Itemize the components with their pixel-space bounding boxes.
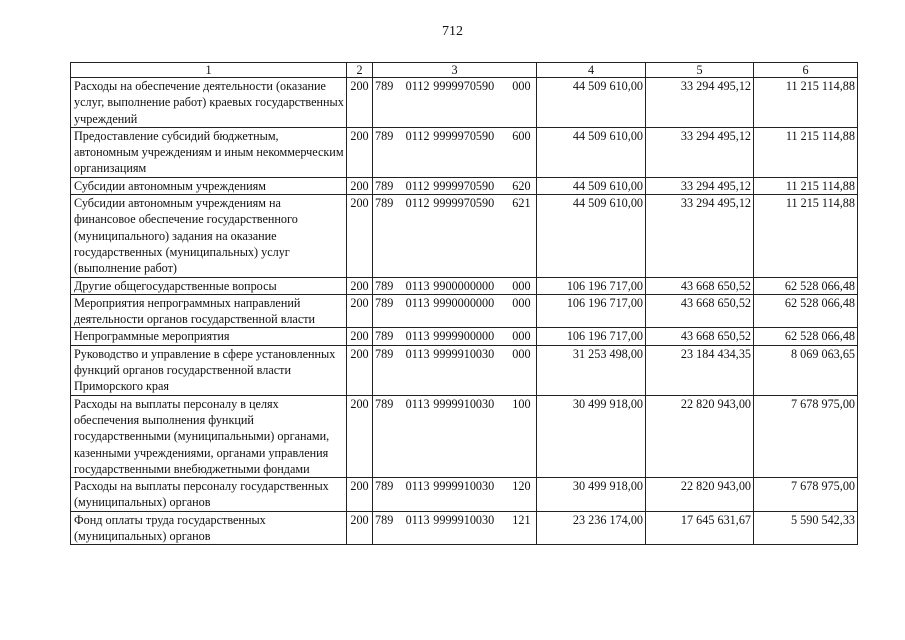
- department-code: 789: [375, 512, 394, 527]
- column-header: 2: [347, 63, 373, 78]
- amount-cell: 43 668 650,52: [646, 294, 754, 328]
- table-row: [71, 328, 858, 345]
- amount-cell: 33 294 495,12: [646, 195, 754, 277]
- amount-cell: 106 196 717,00: [537, 277, 646, 294]
- code-cell: 200: [347, 277, 373, 294]
- classification-code-cell: [373, 478, 537, 512]
- column-header: 1: [71, 63, 347, 78]
- target-article-code: 9999910030: [433, 512, 495, 527]
- amount-cell: 5 590 542,33: [754, 511, 858, 545]
- section-code: 0113: [405, 479, 430, 494]
- column-header: 6: [754, 63, 858, 78]
- classification-code-cell: [373, 78, 537, 128]
- code-cell: 200: [347, 345, 373, 395]
- amount-cell: 30 499 918,00: [537, 478, 646, 512]
- section-code: 0113: [405, 512, 430, 527]
- code-cell: 200: [347, 395, 373, 477]
- table-row: [71, 395, 858, 477]
- amount-cell: 23 184 434,35: [646, 345, 754, 395]
- target-article-code: 9999910030: [433, 479, 495, 494]
- amount-cell: 62 528 066,48: [754, 294, 858, 328]
- amount-cell: 43 668 650,52: [646, 277, 754, 294]
- amount-cell: 11 215 114,88: [754, 177, 858, 194]
- department-code: 789: [375, 178, 394, 193]
- target-article-code: 9999970590: [433, 128, 495, 143]
- target-article-code: 9990000000: [433, 295, 495, 310]
- code-cell: 200: [347, 78, 373, 128]
- section-code: 0112: [405, 196, 430, 211]
- code-cell: 200: [347, 294, 373, 328]
- page-number: 712: [442, 24, 463, 39]
- amount-cell: 30 499 918,00: [537, 395, 646, 477]
- code-cell: 200: [347, 127, 373, 177]
- amount-cell: 62 528 066,48: [754, 328, 858, 345]
- item-name-cell: Расходы на обеспечение деятельности (оказание услуг, выполнение работ) краевых государственных учреждений: [71, 78, 347, 128]
- classification-code-cell: [373, 277, 537, 294]
- table-row: [71, 478, 858, 512]
- classification-code-cell: [373, 395, 537, 477]
- department-code: 789: [375, 396, 394, 411]
- department-code: 789: [375, 346, 394, 361]
- amount-cell: 22 820 943,00: [646, 395, 754, 477]
- amount-cell: 11 215 114,88: [754, 78, 858, 128]
- item-name-cell: Субсидии автономным учреждениям на финансовое обеспечение государственного (муниципального) задания на оказание государственных (муниципальных) услуг (выполнение работ): [71, 195, 347, 277]
- item-name-cell: Предоставление субсидий бюджетным, автономным учреждениям и иным некоммерческим организациям: [71, 127, 347, 177]
- item-name-cell: Расходы на выплаты персоналу государственных (муниципальных) органов: [71, 478, 347, 512]
- target-article-code: 9999970590: [433, 196, 495, 211]
- department-code: 789: [375, 128, 394, 143]
- classification-code-cell: [373, 294, 537, 328]
- target-article-code: 9900000000: [433, 278, 495, 293]
- table-row: [71, 127, 858, 177]
- item-name-cell: Мероприятия непрограммных направлений деятельности органов государственной власти: [71, 294, 347, 328]
- target-article-code: 9999910030: [433, 396, 495, 411]
- item-name-cell: Фонд оплаты труда государственных (муниципальных) органов: [71, 511, 347, 545]
- item-name-cell: Другие общегосударственные вопросы: [71, 277, 347, 294]
- amount-cell: 7 678 975,00: [754, 395, 858, 477]
- target-article-code: 9999910030: [433, 346, 495, 361]
- column-header: 4: [537, 63, 646, 78]
- code-cell: 200: [347, 195, 373, 277]
- department-code: 789: [375, 329, 394, 344]
- budget-table: [70, 62, 858, 545]
- section-code: 0112: [405, 79, 430, 93]
- department-code: 789: [375, 278, 394, 293]
- expense-type-code: 120: [512, 479, 531, 494]
- code-cell: 200: [347, 478, 373, 512]
- table-row: [71, 511, 858, 545]
- code-cell: 200: [347, 328, 373, 345]
- expense-type-code: 000: [512, 346, 531, 361]
- amount-cell: 11 215 114,88: [754, 195, 858, 277]
- section-code: 0113: [405, 329, 430, 344]
- item-name-cell: Руководство и управление в сфере установленных функций органов государственной власти Приморского края: [71, 345, 347, 395]
- amount-cell: 43 668 650,52: [646, 328, 754, 345]
- amount-cell: 106 196 717,00: [537, 294, 646, 328]
- section-code: 0113: [405, 396, 430, 411]
- table-header-row: [71, 63, 858, 78]
- expense-type-code: 621: [512, 196, 531, 211]
- classification-code-cell: [373, 195, 537, 277]
- amount-cell: 7 678 975,00: [754, 478, 858, 512]
- classification-code-cell: [373, 345, 537, 395]
- amount-cell: 33 294 495,12: [646, 177, 754, 194]
- amount-cell: 11 215 114,88: [754, 127, 858, 177]
- target-article-code: 9999900000: [433, 329, 495, 344]
- department-code: 789: [375, 79, 394, 93]
- department-code: 789: [375, 295, 394, 310]
- code-cell: 200: [347, 177, 373, 194]
- amount-cell: 23 236 174,00: [537, 511, 646, 545]
- amount-cell: 44 509 610,00: [537, 195, 646, 277]
- classification-code-cell: [373, 328, 537, 345]
- expense-type-code: 121: [512, 512, 531, 527]
- column-header: 5: [646, 63, 754, 78]
- table-row: [71, 345, 858, 395]
- item-name-cell: Непрограммные мероприятия: [71, 328, 347, 345]
- amount-cell: 33 294 495,12: [646, 78, 754, 128]
- table-row: [71, 78, 858, 128]
- amount-cell: 44 509 610,00: [537, 177, 646, 194]
- classification-code-cell: [373, 511, 537, 545]
- classification-code-cell: [373, 177, 537, 194]
- table-row: [71, 294, 858, 328]
- section-code: 0113: [405, 278, 430, 293]
- amount-cell: 62 528 066,48: [754, 277, 858, 294]
- section-code: 0112: [405, 128, 430, 143]
- expense-type-code: 620: [512, 178, 531, 193]
- table-row: [71, 277, 858, 294]
- amount-cell: 22 820 943,00: [646, 478, 754, 512]
- expense-type-code: 000: [512, 295, 531, 310]
- item-name-cell: Расходы на выплаты персоналу в целях обеспечения выполнения функций государственными (муниципальными) органами, казенными учреждениями, органами управления государственными внебюджетными фондами: [71, 395, 347, 477]
- department-code: 789: [375, 196, 394, 211]
- code-cell: 200: [347, 511, 373, 545]
- section-code: 0113: [405, 346, 430, 361]
- expense-type-code: 600: [512, 128, 531, 143]
- target-article-code: 9999970590: [433, 178, 495, 193]
- amount-cell: 8 069 063,65: [754, 345, 858, 395]
- item-name-cell: Субсидии автономным учреждениям: [71, 177, 347, 194]
- column-header: 3: [373, 63, 537, 78]
- expense-type-code: 100: [512, 396, 531, 411]
- section-code: 0112: [405, 178, 430, 193]
- amount-cell: 33 294 495,12: [646, 127, 754, 177]
- classification-code-cell: [373, 127, 537, 177]
- amount-cell: 44 509 610,00: [537, 78, 646, 128]
- amount-cell: 106 196 717,00: [537, 328, 646, 345]
- amount-cell: 17 645 631,67: [646, 511, 754, 545]
- table-row: [71, 177, 858, 194]
- department-code: 789: [375, 479, 394, 494]
- target-article-code: 9999970590: [433, 79, 495, 93]
- expense-type-code: 000: [512, 79, 531, 93]
- table-row: [71, 195, 858, 277]
- section-code: 0113: [405, 295, 430, 310]
- expense-type-code: 000: [512, 329, 531, 344]
- amount-cell: 44 509 610,00: [537, 127, 646, 177]
- expense-type-code: 000: [512, 278, 531, 293]
- amount-cell: 31 253 498,00: [537, 345, 646, 395]
